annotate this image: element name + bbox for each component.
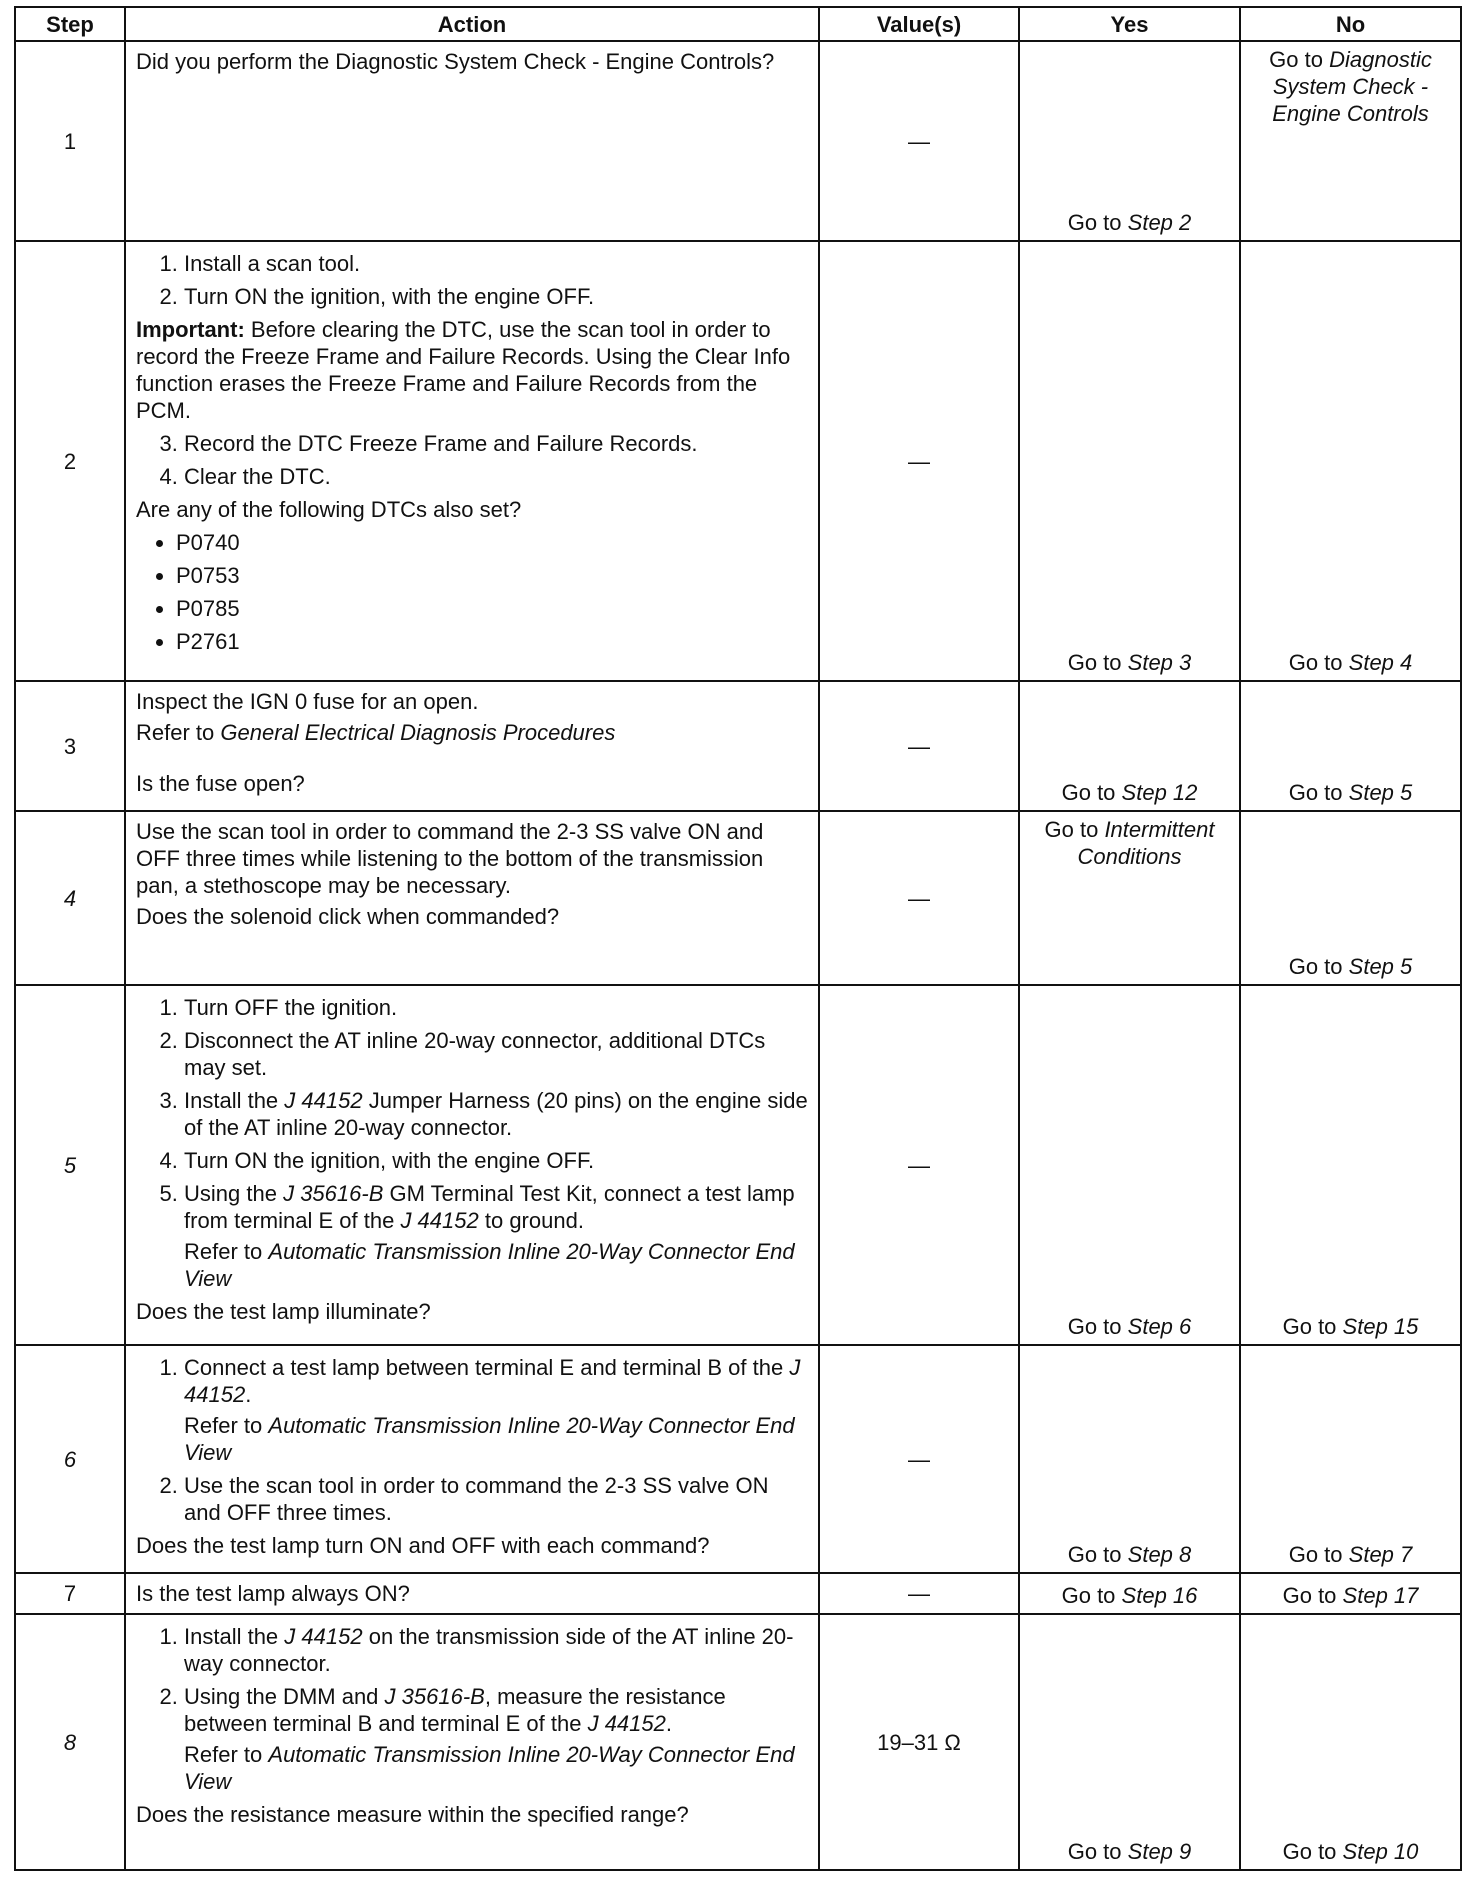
refer-link[interactable]: Automatic Transmission Inline 20-Way Connector End View: [184, 1413, 795, 1465]
list-item: [184, 1623, 808, 1677]
no-cell: [1240, 1345, 1461, 1573]
text: GM Terminal Test Kit, connect a test lamp from terminal E of the: [184, 1181, 795, 1233]
no-link[interactable]: Diagnostic System Check - Engine Controls: [1272, 47, 1432, 126]
value-cell: —: [819, 241, 1019, 681]
step-number: 4: [15, 811, 125, 985]
action-steps: [136, 430, 808, 490]
go-to-label: Go to: [1061, 780, 1116, 805]
go-to-label: Go to: [1044, 817, 1099, 842]
go-to-label: Go to: [1067, 1542, 1122, 1567]
refer-label: Refer to: [184, 1239, 263, 1264]
yes-cell: [1019, 811, 1240, 985]
no-link[interactable]: Step 17: [1342, 1583, 1419, 1608]
tool-ref: J 35616-B: [384, 1684, 485, 1709]
no-cell: [1240, 985, 1461, 1345]
yes-cell: [1019, 241, 1240, 681]
diagnostic-table: [14, 6, 1462, 1871]
header-row: [15, 7, 1461, 41]
refer-text: [136, 719, 808, 746]
tool-ref: J 44152: [587, 1711, 666, 1736]
table-row: [15, 241, 1461, 681]
action-cell: [125, 985, 819, 1345]
no-cell: [1240, 241, 1461, 681]
list-item: [184, 1087, 808, 1141]
go-to-label: Go to: [1282, 1314, 1337, 1339]
refer-link[interactable]: Automatic Transmission Inline 20-Way Connector End View: [184, 1239, 795, 1291]
yes-link[interactable]: Step 6: [1127, 1314, 1192, 1339]
action-steps: [136, 250, 808, 310]
action-cell: [125, 1345, 819, 1573]
go-to-label: Go to: [1067, 210, 1122, 235]
text: Using the: [184, 1181, 277, 1206]
list-item: 4. Turn ON the ignition, with the engine OFF.: [184, 1147, 808, 1174]
text: , measure the resistance between terminal B and terminal E of the: [184, 1684, 726, 1736]
step-number: 2: [15, 241, 125, 681]
action-steps: [136, 1623, 808, 1795]
question-text: Does the test lamp turn ON and OFF with each command?: [136, 1533, 710, 1558]
no-cell: [1240, 681, 1461, 811]
list-item: 4. Clear the DTC.: [184, 463, 808, 490]
no-cell: [1240, 41, 1461, 241]
table-row: [15, 41, 1461, 241]
dtc-list: [136, 529, 808, 655]
no-link[interactable]: Step 5: [1348, 954, 1413, 979]
yes-link[interactable]: Step 2: [1127, 210, 1192, 235]
go-to-label: Go to: [1061, 1583, 1116, 1608]
action-text: Did you perform the Diagnostic System Check - Engine Controls?: [136, 49, 775, 74]
question-text: Does the solenoid click when commanded?: [136, 904, 560, 929]
go-to-label: Go to: [1288, 650, 1343, 675]
action-text: Inspect the IGN 0 fuse for an open.: [136, 689, 479, 714]
text: Install the: [184, 1088, 279, 1113]
action-text: Use the scan tool in order to command the 2-3 SS valve ON and OFF three times while listening to the bottom of the transmission pan, a stethoscope may be necessary.: [136, 819, 764, 898]
yes-cell: [1019, 1614, 1240, 1870]
action-cell: [125, 41, 819, 241]
value-cell: —: [819, 681, 1019, 811]
header-yes: Yes: [1019, 7, 1240, 41]
list-item: • P0785: [176, 595, 808, 622]
table-row: [15, 811, 1461, 985]
yes-link[interactable]: Step 16: [1121, 1583, 1198, 1608]
go-to-label: Go to: [1282, 1839, 1337, 1864]
value-cell: —: [819, 811, 1019, 985]
text: Install the: [184, 1624, 279, 1649]
action-cell: [125, 1614, 819, 1870]
tool-ref: J 44152: [184, 1355, 801, 1407]
list-item: [184, 1180, 808, 1292]
go-to-label: Go to: [1288, 954, 1343, 979]
list-item: [184, 1683, 808, 1795]
go-to-label: Go to: [1288, 1542, 1343, 1567]
text: .: [245, 1382, 252, 1407]
step-number: 6: [15, 1345, 125, 1573]
refer-label: Refer to: [184, 1742, 263, 1767]
refer-text: [184, 1412, 808, 1466]
go-to-label: Go to: [1282, 1583, 1337, 1608]
action-steps: [136, 994, 808, 1292]
list-item: 2. Disconnect the AT inline 20-way connector, additional DTCs may set.: [184, 1027, 808, 1081]
question-text: Is the fuse open?: [136, 771, 305, 796]
table-row: [15, 1614, 1461, 1870]
step-number: 1: [15, 41, 125, 241]
important-label: Important:: [136, 317, 245, 342]
no-link[interactable]: Step 10: [1342, 1839, 1419, 1864]
refer-text: [184, 1741, 808, 1795]
table-row: [15, 1345, 1461, 1573]
no-link[interactable]: Step 5: [1348, 780, 1413, 805]
list-item: • P0753: [176, 562, 808, 589]
list-item: 1. Turn OFF the ignition.: [184, 994, 808, 1021]
refer-label: Refer to: [136, 720, 215, 745]
list-item: 2. Turn ON the ignition, with the engine OFF.: [184, 283, 808, 310]
go-to-label: Go to: [1067, 650, 1122, 675]
question-text: Does the resistance measure within the specified range?: [136, 1802, 689, 1827]
important-text: Before clearing the DTC, use the scan tool in order to record the Freeze Frame and Failure Records. Using the Clear Info function erases the Freeze Frame and Failure Records from the PCM.: [136, 317, 791, 423]
tool-ref: J 35616-B: [283, 1181, 384, 1206]
table-row: [15, 985, 1461, 1345]
table-row: [15, 681, 1461, 811]
no-link[interactable]: Step 4: [1348, 650, 1413, 675]
question-text: Are any of the following DTCs also set?: [136, 497, 522, 522]
go-to-label: Go to: [1067, 1314, 1122, 1339]
text: Connect a test lamp between terminal E and terminal B of the: [184, 1355, 784, 1380]
list-item: • P0740: [176, 529, 808, 556]
important-note: [136, 316, 808, 424]
yes-cell: [1019, 1573, 1240, 1614]
yes-cell: [1019, 681, 1240, 811]
value-cell: —: [819, 41, 1019, 241]
list-item: 2. Use the scan tool in order to command the 2-3 SS valve ON and OFF three times.: [184, 1472, 808, 1526]
no-link[interactable]: Step 7: [1348, 1542, 1413, 1567]
yes-link[interactable]: Step 12: [1121, 780, 1198, 805]
header-values: Value(s): [819, 7, 1019, 41]
action-cell: [125, 811, 819, 985]
step-number: 5: [15, 985, 125, 1345]
refer-link[interactable]: General Electrical Diagnosis Procedures: [220, 720, 616, 745]
refer-text: [184, 1238, 808, 1292]
no-cell: [1240, 811, 1461, 985]
list-item: • P2761: [176, 628, 808, 655]
question-text: Does the test lamp illuminate?: [136, 1299, 431, 1324]
step-number: 3: [15, 681, 125, 811]
header-no: No: [1240, 7, 1461, 41]
yes-link[interactable]: Step 8: [1127, 1542, 1192, 1567]
header-step: Step: [15, 7, 125, 41]
text: Jumper Harness (20 pins) on the engine side of the AT inline 20-way connector.: [184, 1088, 808, 1140]
no-link[interactable]: Step 15: [1342, 1314, 1419, 1339]
action-steps: [136, 1354, 808, 1526]
header-action: Action: [125, 7, 819, 41]
yes-cell: [1019, 41, 1240, 241]
text: to ground.: [484, 1208, 584, 1233]
go-to-label: Go to: [1269, 47, 1323, 72]
text: on the transmission side of the AT inline 20-way connector.: [184, 1624, 794, 1676]
action-cell: [125, 241, 819, 681]
value-cell: —: [819, 1345, 1019, 1573]
yes-link[interactable]: Step 3: [1127, 650, 1192, 675]
refer-link[interactable]: Automatic Transmission Inline 20-Way Connector End View: [184, 1742, 795, 1794]
value-cell: —: [819, 1573, 1019, 1614]
action-cell: [125, 1573, 819, 1614]
step-number: 8: [15, 1614, 125, 1870]
question-text: Is the test lamp always ON?: [136, 1581, 410, 1606]
tool-ref: J 44152: [400, 1208, 479, 1233]
text: .: [665, 1711, 672, 1736]
refer-label: Refer to: [184, 1413, 263, 1438]
no-cell: [1240, 1614, 1461, 1870]
list-item: 3. Record the DTC Freeze Frame and Failure Records.: [184, 430, 808, 457]
go-to-label: Go to: [1067, 1839, 1122, 1864]
value-cell: —: [819, 985, 1019, 1345]
list-item: 1. Install a scan tool.: [184, 250, 808, 277]
list-item: [184, 1354, 808, 1466]
step-number: 7: [15, 1573, 125, 1614]
go-to-label: Go to: [1288, 780, 1343, 805]
yes-link[interactable]: Intermittent Conditions: [1077, 817, 1215, 869]
tool-ref: J 44152: [284, 1088, 363, 1113]
no-cell: [1240, 1573, 1461, 1614]
value-cell: 19–31 Ω: [819, 1614, 1019, 1870]
table-row: [15, 1573, 1461, 1614]
yes-cell: [1019, 985, 1240, 1345]
yes-link[interactable]: Step 9: [1127, 1839, 1192, 1864]
action-cell: [125, 681, 819, 811]
tool-ref: J 44152: [284, 1624, 363, 1649]
text: Using the DMM and: [184, 1684, 379, 1709]
yes-cell: [1019, 1345, 1240, 1573]
